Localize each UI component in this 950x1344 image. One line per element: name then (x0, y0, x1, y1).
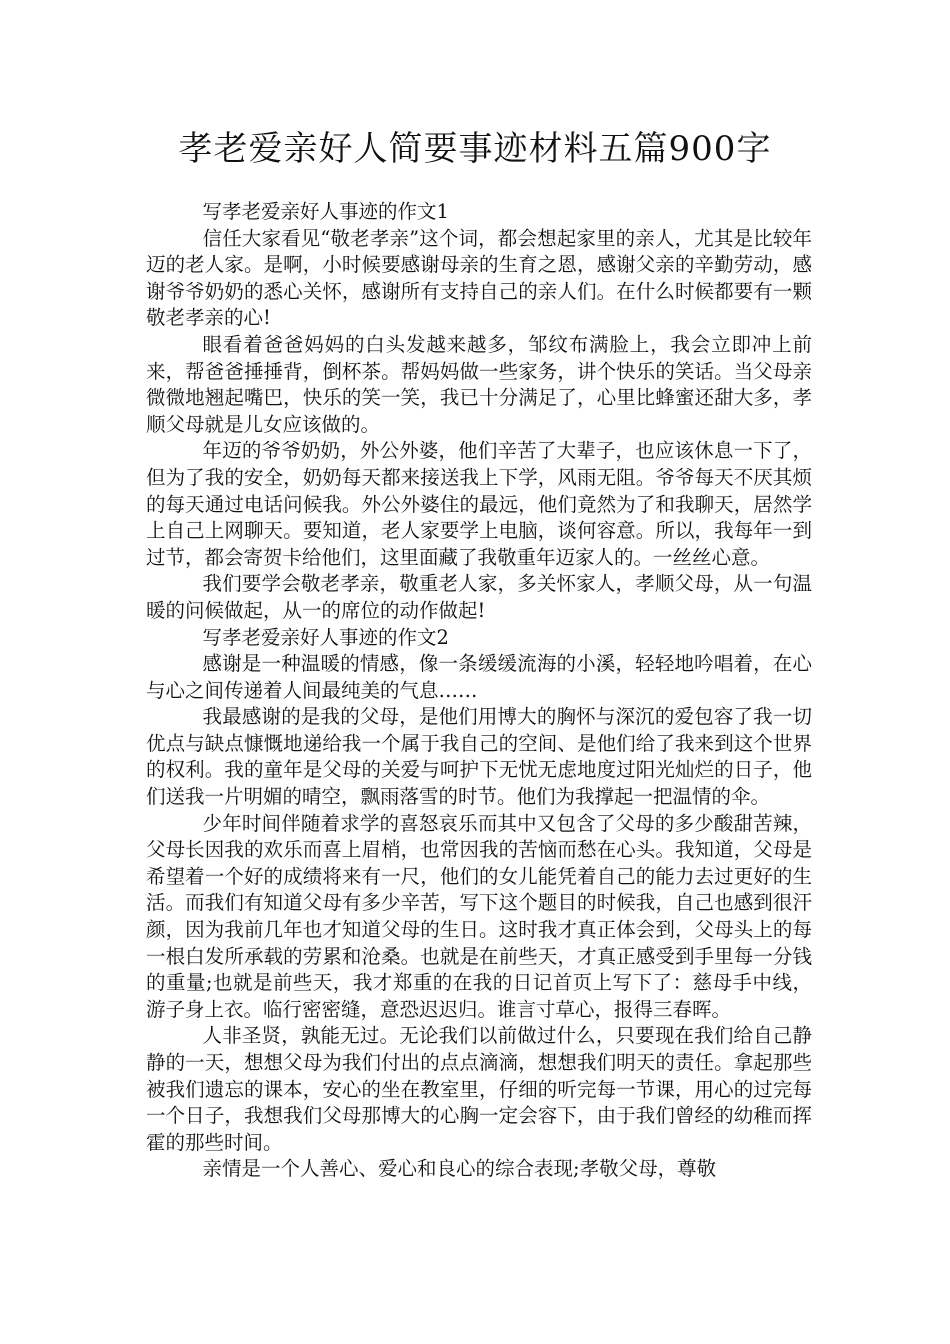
document-title: 孝老爱亲好人简要事迹材料五篇900字 (178, 129, 772, 169)
paragraph: 年迈的爷爷奶奶，外公外婆，他们辛苦了大辈子，也应该休息一下了，但为了我的安全，奶奶每天都来接送我上下学，风雨无阻。爷爷每天不厌其烦的每天通过电话问候我。外公外婆住的最远，他们竟然为了和我聊天，居然学上自己上网聊天。要知道，老人家要学上电脑，谈何容意。所以，我每年一到过节，都会寄贺卡给他们，这里面藏了我敬重年迈家人的。一丝丝心意。 (146, 439, 812, 569)
paragraph: 感谢是一种温暖的情感，像一条缓缓流海的小溪，轻轻地吟唱着，在心与心之间传递着人间最纯美的气息…… (146, 652, 812, 702)
paragraph: 亲情是一个人善心、爱心和良心的综合表现;孝敬父母，尊敬 (202, 1157, 717, 1181)
paragraph: 人非圣贤，孰能无过。无论我们以前做过什么，只要现在我们给自己静静的一天，想想父母为我们付出的点点滴滴，想想我们明天的责任。拿起那些被我们遗忘的课本，安心的坐在教室里，仔细的听完每一节课，用心的过完每一个日子，我想我们父母那博大的心胸一定会容下，由于我们曾经的幼稚而挥霍的那些时间。 (146, 1024, 812, 1154)
section-heading-2: 写孝老爱亲好人事迹的作文2 (202, 625, 449, 649)
paragraph: 我最感谢的是我的父母，是他们用博大的胸怀与深沉的爱包容了我一切优点与缺点慷慨地递给我一个属于我自己的空间、是他们给了我来到这个世界的权利。我的童年是父母的关爱与呵护下无忧无虑地度过阳光灿烂的日子，他们送我一片明媚的晴空，飘雨落雪的时节。他们为我撑起一把温情的伞。 (146, 705, 812, 809)
paragraph: 信任大家看见“敬老孝亲”这个词，都会想起家里的亲人，尤其是比较年迈的老人家。是啊，小时候要感谢母亲的生育之恩，感谢父亲的辛勤劳动，感谢爷爷奶奶的悉心关怀，感谢所有支持自己的亲人们。在什么时候都要有一颗敬老孝亲的心! (146, 226, 812, 330)
paragraph: 眼看着爸爸妈妈的白头发越来越多，邹纹布满脸上，我会立即冲上前来，帮爸爸捶捶背，倒杯茶。帮妈妈做一些家务，讲个快乐的笑话。当父母亲微微地翘起嘴巴，快乐的笑一笑，我已十分满足了，心里比蜂蜜还甜大多，孝顺父母就是儿女应该做的。 (146, 332, 812, 436)
document-body (146, 199, 812, 1183)
section-heading-1: 写孝老爱亲好人事迹的作文1 (202, 200, 449, 223)
paragraph: 我们要学会敬老孝亲，敬重老人家，多关怀家人，孝顺父母，从一句温暖的问候做起，从一的席位的动作做起! (146, 572, 812, 622)
paragraph: 少年时间伴随着求学的喜怒哀乐而其中又包含了父母的多少酸甜苦辣，父母长因我的欢乐而喜上眉梢，也常因我的苦恼而愁在心头。我知道，父母是希望着一个好的成绩将来有一尺，他们的女儿能凭着自己的能力去过更好的生活。而我们有知道父母有多少辛苦，写下这个题目的时候我，自己也感到很汗颜，因为我前几年也才知道父母的生日。这时我才真正体会到，父母头上的每一根白发所承载的劳累和沧桑。也就是在前些天，才真正感受到手里每一分钱的重量;也就是前些天，我才郑重的在我的日记首页上写下了：慈母手中线，游子身上衣。临行密密缝，意恐迟迟归。谁言寸草心，报得三春晖。 (146, 811, 812, 1021)
